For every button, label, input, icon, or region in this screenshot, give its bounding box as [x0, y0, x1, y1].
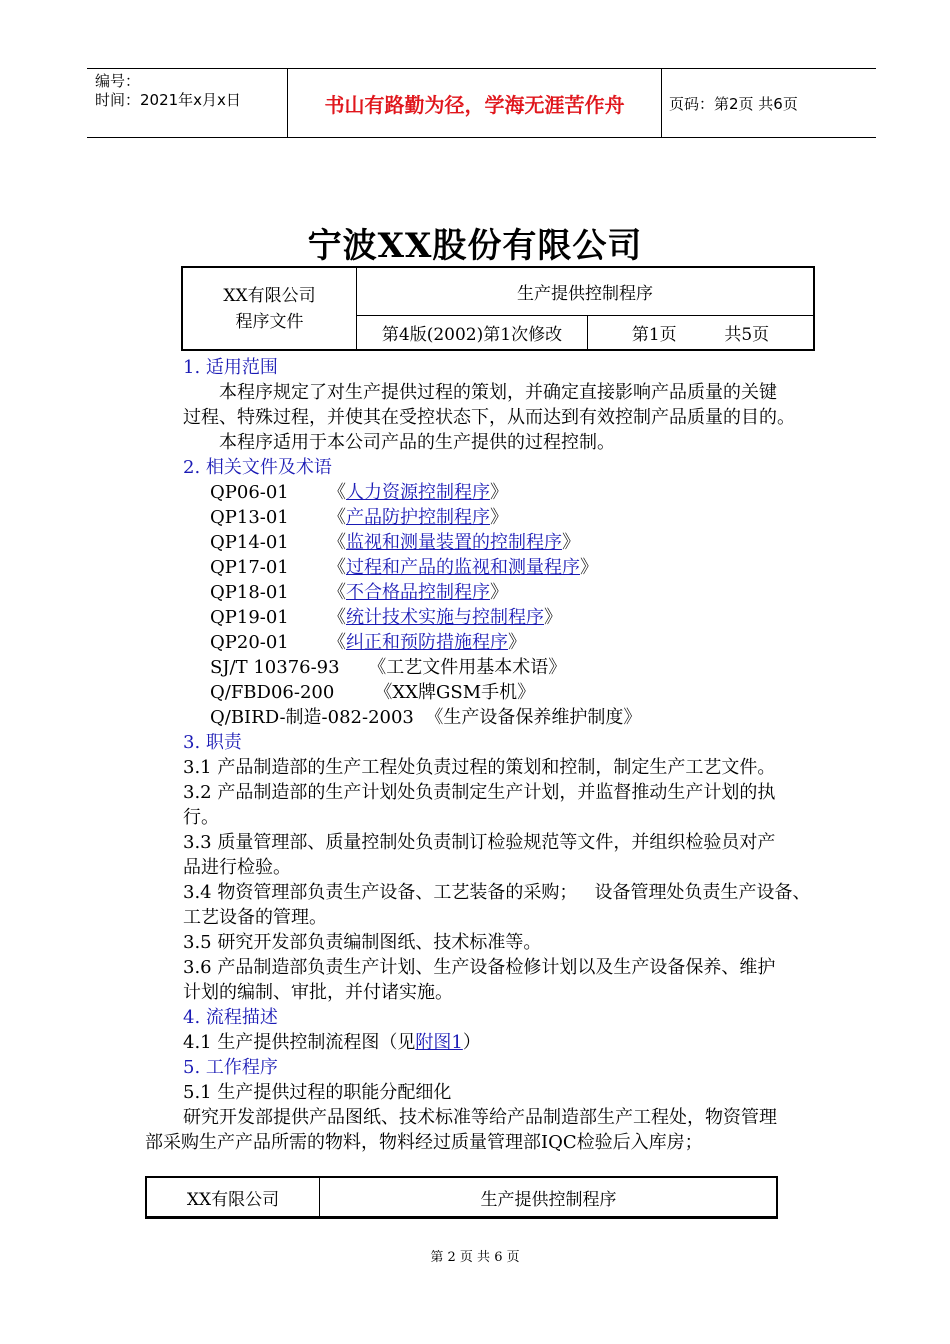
ref-link[interactable]: 监视和测量装置的控制程序: [346, 532, 562, 553]
resp-3-2b: 行。: [183, 807, 219, 828]
footer-org: XX有限公司: [186, 1189, 280, 1210]
doc-type: 程序文件: [235, 311, 304, 332]
ref-row: QP19-01 《统计技术实施与控制程序》: [210, 607, 562, 628]
footer-table: [145, 1176, 778, 1219]
doc-title: 生产提供控制程序: [356, 268, 813, 316]
company-title: 宁波XX股份有限公司: [307, 226, 643, 266]
doc-org-cell: [183, 268, 356, 349]
resp-3-5: 3.5 研究开发部负责编制图纸、技术标准等。: [183, 932, 542, 953]
ref-row: QP17-01 《过程和产品的监视和测量程序》: [210, 557, 598, 578]
top-header: [87, 68, 876, 138]
time-label: 时间：2021年x月x日: [95, 91, 241, 109]
section-4-1: [183, 1030, 481, 1055]
ref-link[interactable]: 纠正和预防措施程序: [346, 632, 508, 653]
header-page-info: 页码：第2页 共6页: [669, 94, 798, 113]
ref-row: QP20-01 《纠正和预防措施程序》: [210, 632, 526, 653]
resp-3-6b: 计划的编制、审批，并付诸实施。: [183, 982, 453, 1003]
appendix-link[interactable]: 附图1: [415, 1032, 463, 1053]
ref-code: QP18-01: [210, 582, 289, 603]
section-4-1-close: ）: [462, 1032, 481, 1053]
section-5-1-para-b: 部采购生产产品所需的物料，物料经过质量管理部IQC检验后入库房；: [145, 1132, 703, 1153]
resp-3-6a: 3.6 产品制造部负责生产计划、生产设备检修计划以及生产设备保养、维护: [183, 957, 776, 978]
doc-page: 第1页: [631, 325, 677, 345]
doc-org-name: XX有限公司: [223, 285, 316, 306]
ref-code: QP17-01: [210, 557, 289, 578]
doc-page-cell: [587, 316, 813, 349]
ref-code: QP20-01: [210, 632, 289, 653]
ref-link[interactable]: 人力资源控制程序: [346, 482, 490, 503]
ref-code: QP06-01: [210, 482, 289, 503]
ref-link[interactable]: 过程和产品的监视和测量程序: [346, 557, 580, 578]
ref-link[interactable]: 不合格品控制程序: [346, 582, 490, 603]
doc-info-table: [181, 266, 815, 351]
doc-total-pages: 共5页: [724, 325, 770, 345]
ref-row: QP14-01 《监视和测量装置的控制程序》: [210, 532, 580, 553]
resp-3-3a: 3.3 质量管理部、质量控制处负责制订检验规范等文件，并组织检验员对产: [183, 832, 776, 853]
section-3-heading: 3. 职责: [183, 732, 242, 753]
ref-link[interactable]: 产品防护控制程序: [346, 507, 490, 528]
resp-3-2a: 3.2 产品制造部的生产计划处负责制定生产计划，并监督推动生产计划的执: [183, 782, 776, 803]
section-4-heading: 4. 流程描述: [183, 1007, 278, 1028]
doc-version: 第4版(2002)第1次修改: [356, 316, 587, 349]
number-label: 编号：: [95, 72, 141, 90]
section-1-heading: 1. 适用范围: [183, 357, 278, 378]
resp-3-1: 3.1 产品制造部的生产工程处负责过程的策划和控制，制定生产工艺文件。: [183, 757, 776, 778]
ref-row: QP13-01 《产品防护控制程序》: [210, 507, 508, 528]
section-5-1-para-a: 研究开发部提供产品图纸、技术标准等给产品制造部生产工程处，物资管理: [183, 1107, 777, 1128]
section-5-1: 5.1 生产提供过程的职能分配细化: [183, 1082, 452, 1103]
std-ref-3: Q/BIRD-制造-082-2003 《生产设备保养维护制度》: [210, 707, 642, 728]
ref-code: QP19-01: [210, 607, 289, 628]
header-meta: [87, 69, 287, 137]
ref-row: QP06-01 《人力资源控制程序》: [210, 482, 508, 503]
footer-doc-title: 生产提供控制程序: [319, 1178, 777, 1216]
std-ref-2: Q/FBD06-200 《XX牌GSM手机》: [210, 682, 536, 703]
section-2-heading: 2. 相关文件及术语: [183, 457, 332, 478]
std-ref-1: SJ/T 10376-93 《工艺文件用基本术语》: [210, 657, 567, 678]
ref-link[interactable]: 统计技术实施与控制程序: [346, 607, 544, 628]
resp-3-4b: 工艺设备的管理。: [183, 907, 327, 928]
resp-3-4a: 3.4 物资管理部负责生产设备、工艺装备的采购； 设备管理处负责生产设备、: [183, 882, 811, 903]
header-motto: 书山有路勤为径，学海无涯苦作舟: [287, 69, 662, 137]
section-1-para-1a: 本程序规定了对生产提供过程的策划，并确定直接影响产品质量的关键: [219, 382, 777, 403]
ref-code: QP14-01: [210, 532, 289, 553]
ref-code: QP13-01: [210, 507, 289, 528]
section-5-heading: 5. 工作程序: [183, 1057, 278, 1078]
section-4-1-text: 4.1 生产提供控制流程图（见: [183, 1032, 416, 1053]
section-1-para-2: 本程序适用于本公司产品的生产提供的过程控制。: [219, 432, 615, 453]
resp-3-3b: 品进行检验。: [183, 857, 291, 878]
section-1-para-1b: 过程、特殊过程，并使其在受控状态下，从而达到有效控制产品质量的目的。: [183, 407, 795, 428]
page-number-footer: 第 2 页 共 6 页: [430, 1250, 520, 1265]
ref-row: QP18-01 《不合格品控制程序》: [210, 582, 508, 603]
